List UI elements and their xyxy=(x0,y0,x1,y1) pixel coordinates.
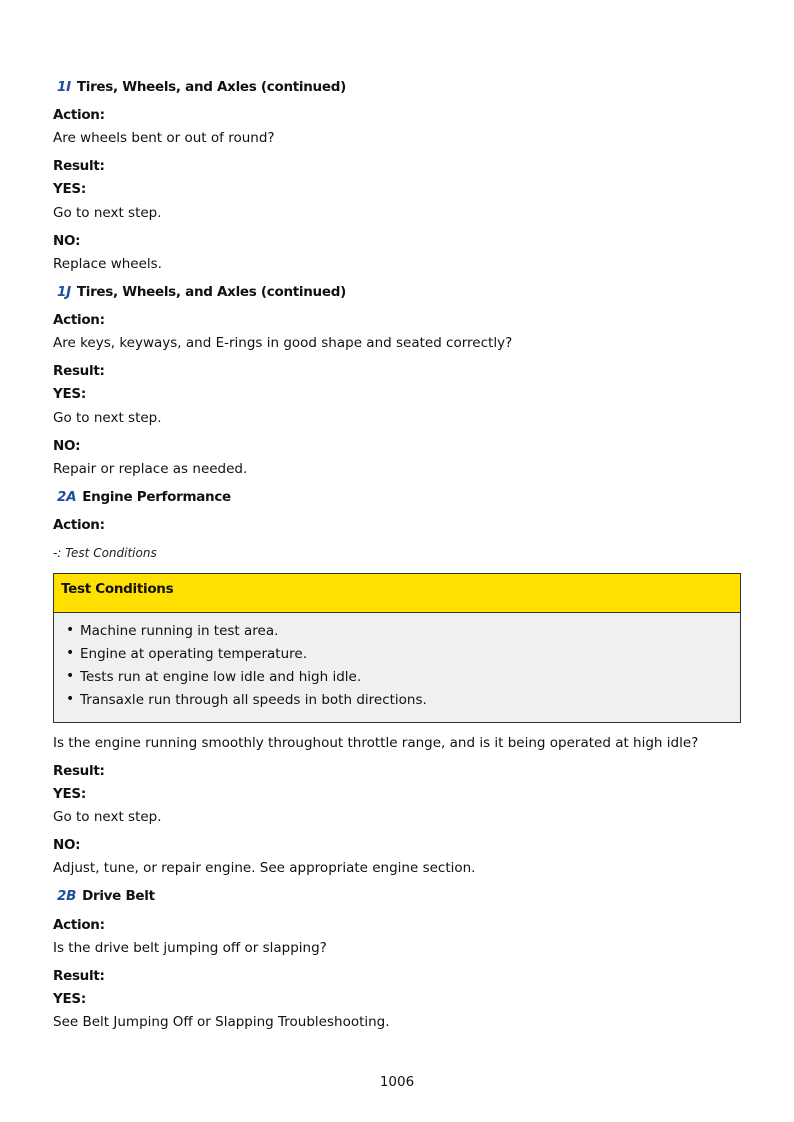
yes-label: YES: xyxy=(53,786,86,802)
step-number: 2B xyxy=(57,888,77,904)
section-title: Tires, Wheels, and Axles (continued) xyxy=(76,79,346,95)
action-label: Action: xyxy=(53,312,105,328)
section-title: Tires, Wheels, and Axles (continued) xyxy=(76,284,346,300)
no-text: Adjust, tune, or repair engine. See appropriate engine section. xyxy=(53,860,476,876)
section-heading-2b xyxy=(57,888,155,904)
list-item: • Tests run at engine low idle and high idle. xyxy=(66,666,740,689)
yes-text: Go to next step. xyxy=(53,809,162,825)
no-label: NO: xyxy=(53,233,81,249)
result-label: Result: xyxy=(53,968,105,984)
action-label: Action: xyxy=(53,917,105,933)
no-label: NO: xyxy=(53,438,81,454)
step-number: 1J xyxy=(57,284,71,300)
section-heading-2a xyxy=(57,489,231,505)
yes-label: YES: xyxy=(53,181,86,197)
section-heading-1j xyxy=(57,284,346,300)
action-text: Is the engine running smoothly throughout throttle range, and is it being operated at high idle? xyxy=(53,735,699,751)
yes-label: YES: xyxy=(53,991,86,1007)
list-item: • Engine at operating temperature. xyxy=(66,643,740,666)
result-label: Result: xyxy=(53,363,105,379)
section-title: Engine Performance xyxy=(82,489,231,505)
step-number: 2A xyxy=(57,489,77,505)
yes-label: YES: xyxy=(53,386,86,402)
section-title: Drive Belt xyxy=(82,888,155,904)
test-conditions-heading: Test Conditions xyxy=(54,574,740,613)
result-label: Result: xyxy=(53,158,105,174)
action-label: Action: xyxy=(53,107,105,123)
result-label: Result: xyxy=(53,763,105,779)
page-number: 1006 xyxy=(379,1074,415,1090)
no-text: Replace wheels. xyxy=(53,256,162,272)
section-heading-1i xyxy=(57,79,346,95)
action-label: Action: xyxy=(53,517,105,533)
no-label: NO: xyxy=(53,837,81,853)
test-conditions-caption: -: Test Conditions xyxy=(53,546,157,560)
action-text: Is the drive belt jumping off or slapping? xyxy=(53,940,327,956)
yes-text: See Belt Jumping Off or Slapping Troubleshooting. xyxy=(53,1014,390,1030)
test-conditions-box xyxy=(53,573,741,723)
no-text: Repair or replace as needed. xyxy=(53,461,248,477)
list-item: • Transaxle run through all speeds in both directions. xyxy=(66,689,740,712)
yes-text: Go to next step. xyxy=(53,205,162,221)
action-text: Are wheels bent or out of round? xyxy=(53,130,275,146)
action-text: Are keys, keyways, and E-rings in good shape and seated correctly? xyxy=(53,335,513,351)
test-conditions-list xyxy=(54,613,740,712)
step-number: 1I xyxy=(57,79,71,95)
list-item: • Machine running in test area. xyxy=(66,620,740,643)
yes-text: Go to next step. xyxy=(53,410,162,426)
